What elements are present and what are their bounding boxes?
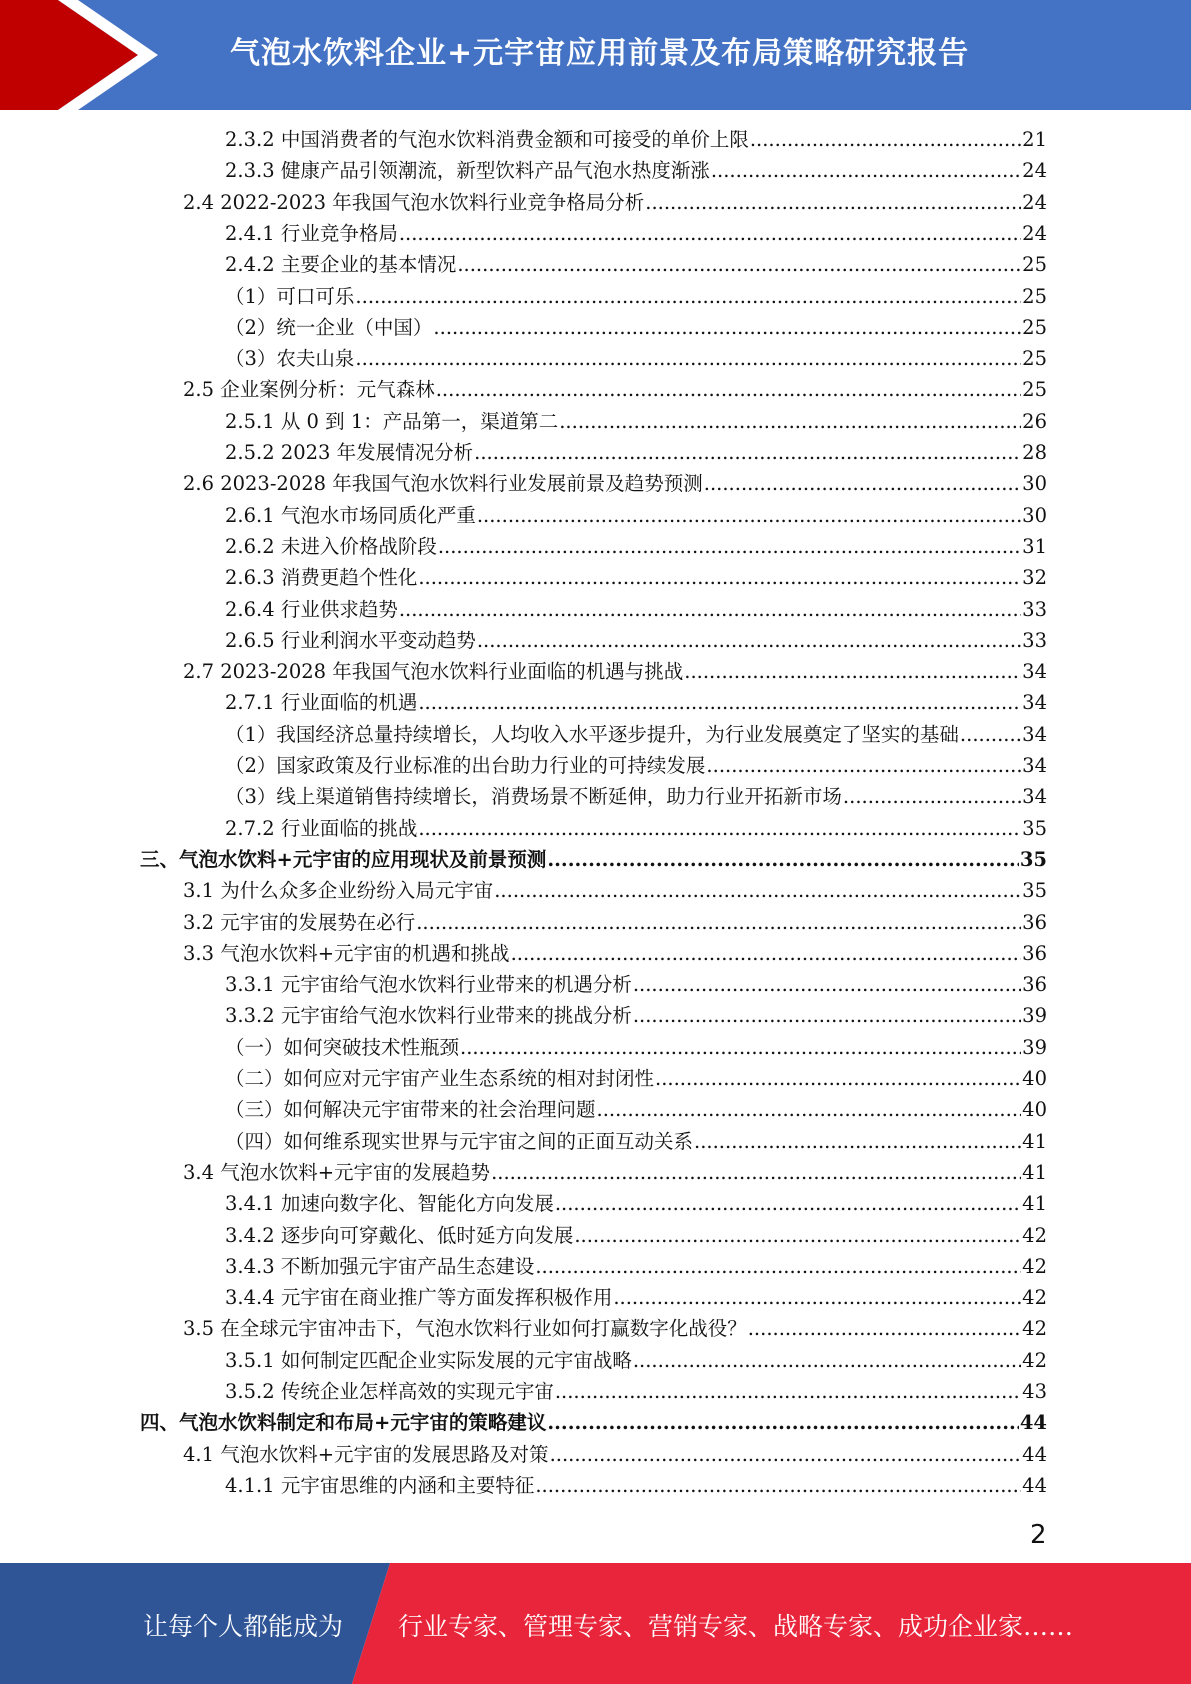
toc-leader-dots (494, 877, 1021, 905)
toc-entry-page: 35 (1019, 847, 1047, 871)
toc-leader-dots (418, 815, 1021, 843)
toc-entry-label: 3.2 元宇宙的发展势在必行 (183, 910, 416, 934)
toc-leader-dots (399, 596, 1021, 624)
toc-entry-page: 35 (1022, 816, 1047, 840)
toc-entry-label: （二）如何应对元宇宙产业生态系统的相对封闭性 (225, 1067, 655, 1090)
toc-entry-label: 3.4.3 不断加强元宇宙产品生态建设 (225, 1254, 535, 1278)
toc-entry-label: （3）线上渠道销售持续增长，消费场景不断延伸，助力行业开拓新市场 (225, 785, 842, 809)
toc-entry-page: 36 (1022, 910, 1047, 934)
toc-entry[interactable] (225, 220, 1047, 248)
toc-leader-dots (418, 689, 1021, 717)
toc-entry[interactable] (225, 721, 1047, 749)
toc-entry-page: 40 (1022, 1067, 1047, 1090)
toc-entry-page: 41 (1022, 1160, 1047, 1184)
toc-entry-label: 2.3.3 健康产品引领潮流，新型饮料产品气泡水热度渐涨 (225, 159, 710, 183)
toc-entry[interactable] (225, 1190, 1047, 1218)
toc-leader-dots (555, 1190, 1021, 1218)
toc-entry-page: 40 (1022, 1098, 1047, 1122)
toc-entry[interactable] (225, 783, 1047, 811)
toc-entry-label: 3.5.2 传统企业怎样高效的实现元宇宙 (225, 1380, 554, 1403)
toc-entry-page: 41 (1022, 1129, 1047, 1153)
toc-entry-label: 2.6.2 未进入价格战阶段 (225, 534, 437, 558)
toc-entry-page: 44 (1019, 1411, 1047, 1435)
toc-entry-label: 四、气泡水饮料制定和布局+元宇宙的策略建议 (140, 1411, 547, 1435)
toc-entry-label: 2.5 企业案例分析：元气森林 (183, 378, 435, 402)
toc-entry[interactable] (183, 376, 1047, 404)
toc-entry-label: 2.6.4 行业供求趋势 (225, 597, 398, 621)
toc-leader-dots (748, 1315, 1021, 1343)
toc-entry[interactable] (225, 564, 1047, 592)
toc-entry[interactable] (225, 439, 1047, 467)
toc-entry-label: 2.6 2023-2028 年我国气泡水饮料行业发展前景及趋势预测 (183, 472, 703, 496)
toc-entry-label: 3.4.1 加速向数字化、智能化方向发展 (225, 1192, 554, 1216)
toc-entry-label: 2.3.2 中国消费者的气泡水饮料消费金额和可接受的单价上限 (225, 128, 749, 151)
toc-entry-page: 34 (1022, 785, 1047, 809)
toc-entry[interactable] (225, 1002, 1047, 1030)
toc-leader-dots (511, 940, 1022, 968)
toc-entry-page: 25 (1022, 284, 1047, 308)
toc-entry-label: 3.4.4 元宇宙在商业推广等方面发挥积极作用 (225, 1286, 613, 1310)
toc-entry-label: （2）国家政策及行业标准的出台助力行业的可持续发展 (225, 754, 706, 777)
toc-entry[interactable] (225, 314, 1047, 342)
toc-entry-label: （1）可口可乐 (225, 284, 355, 308)
toc-entry-page: 28 (1022, 441, 1047, 464)
toc-entry-label: （一）如何突破技术性瓶颈 (225, 1035, 460, 1059)
toc-entry-label: （三）如何解决元宇宙带来的社会治理问题 (225, 1098, 596, 1122)
toc-leader-dots (655, 1065, 1021, 1093)
toc-entry-page: 34 (1022, 691, 1047, 715)
toc-entry[interactable] (225, 126, 1047, 154)
toc-entry-page: 36 (1022, 973, 1047, 997)
toc-entry-page: 21 (1022, 128, 1047, 151)
toc-leader-dots (399, 220, 1021, 248)
toc-entry[interactable] (183, 470, 1047, 498)
toc-entry[interactable] (225, 596, 1047, 624)
toc-leader-dots (843, 783, 1021, 811)
toc-entry[interactable] (183, 189, 1047, 217)
toc-entry-page: 25 (1022, 315, 1047, 339)
toc-entry-page: 39 (1022, 1004, 1047, 1028)
footer-slogan-right: 行业专家、管理专家、营销专家、战略专家、成功企业家…… (398, 1612, 1074, 1641)
toc-entry-page: 24 (1022, 190, 1047, 214)
toc-entry-page: 30 (1022, 503, 1047, 527)
toc-leader-dots (550, 1441, 1022, 1469)
toc-leader-dots (355, 283, 1021, 311)
toc-entry-page: 34 (1022, 660, 1047, 684)
toc-entry[interactable] (225, 251, 1047, 279)
toc-entry-label: 2.6.3 消费更趋个性化 (225, 566, 418, 590)
header-arrow-graphic (0, 0, 160, 110)
toc-leader-dots (633, 1347, 1021, 1375)
toc-leader-dots (457, 251, 1021, 279)
toc-entry-page: 24 (1022, 159, 1047, 183)
toc-entry-label: 2.5.2 2023 年发展情况分析 (225, 441, 474, 464)
toc-entry-page: 26 (1022, 409, 1047, 433)
toc-entry[interactable] (183, 909, 1047, 937)
toc-leader-dots (597, 1096, 1022, 1124)
toc-entry-page: 33 (1022, 628, 1047, 652)
toc-entry-page: 25 (1022, 253, 1047, 277)
toc-entry-label: 2.4.1 行业竞争格局 (225, 221, 398, 245)
toc-entry[interactable] (183, 940, 1047, 968)
toc-leader-dots (547, 846, 1019, 874)
toc-entry[interactable] (225, 1284, 1047, 1312)
toc-leader-dots (460, 1034, 1021, 1062)
toc-entry[interactable] (225, 1034, 1047, 1062)
toc-entry[interactable] (225, 689, 1047, 717)
toc-entry-label: 3.3 气泡水饮料+元宇宙的机遇和挑战 (183, 941, 510, 965)
toc-entry[interactable] (225, 752, 1047, 780)
toc-entry[interactable] (183, 1315, 1047, 1343)
toc-entry-label: 2.6.1 气泡水市场同质化严重 (225, 503, 476, 527)
toc-entry-label: 4.1 气泡水饮料+元宇宙的发展思路及对策 (183, 1442, 549, 1466)
toc-leader-dots (436, 376, 1021, 404)
toc-entry-page: 44 (1022, 1442, 1047, 1466)
toc-leader-dots (491, 1159, 1021, 1187)
toc-leader-dots (706, 752, 1021, 780)
toc-entry-label: 3.4 气泡水饮料+元宇宙的发展趋势 (183, 1160, 491, 1184)
toc-entry-page: 33 (1022, 597, 1047, 621)
toc-entry-page: 24 (1022, 221, 1047, 245)
toc-entry-label: （四）如何维系现实世界与元宇宙之间的正面互动关系 (225, 1129, 694, 1153)
toc-entry-page: 34 (1022, 722, 1047, 746)
toc-entry-label: 3.5 在全球元宇宙冲击下，气泡水饮料行业如何打赢数字化战役？ (183, 1317, 747, 1341)
toc-entry-label: （1）我国经济总量持续增长，人均收入水平逐步提升，为行业发展奠定了坚实的基础 (225, 722, 959, 746)
toc-leader-dots (474, 439, 1021, 467)
toc-leader-dots (559, 408, 1021, 436)
toc-entry-label: 3.4.2 逐步向可穿戴化、低时延方向发展 (225, 1223, 574, 1247)
toc-entry-page: 42 (1022, 1254, 1047, 1278)
toc-leader-dots (535, 1253, 1021, 1281)
toc-entry[interactable] (140, 1409, 1047, 1437)
toc-entry[interactable] (225, 1096, 1047, 1124)
toc-entry-page: 42 (1022, 1348, 1047, 1372)
toc-entry-label: 2.6.5 行业利润水平变动趋势 (225, 628, 476, 652)
toc-leader-dots (438, 533, 1021, 561)
toc-entry-page: 30 (1022, 472, 1047, 496)
toc-entry-label: 3.3.1 元宇宙给气泡水饮料行业带来的机遇分析 (225, 973, 632, 997)
toc-leader-dots (574, 1222, 1021, 1250)
toc-entry[interactable] (183, 658, 1047, 686)
toc-entry[interactable] (225, 408, 1047, 436)
page-number: 2 (1030, 1520, 1047, 1550)
toc-entry-label: 2.7 2023-2028 年我国气泡水饮料行业面临的机遇与挑战 (183, 660, 684, 684)
toc-leader-dots (418, 564, 1021, 592)
toc-entry-page: 39 (1022, 1035, 1047, 1059)
toc-leader-dots (750, 126, 1021, 154)
toc-entry-page: 31 (1022, 534, 1047, 558)
toc-entry[interactable] (225, 1472, 1047, 1500)
toc-leader-dots (684, 658, 1021, 686)
toc-entry-page: 25 (1022, 378, 1047, 402)
toc-leader-dots (694, 1128, 1021, 1156)
toc-entry-page: 25 (1022, 347, 1047, 371)
toc-entry-label: 3.5.1 如何制定匹配企业实际发展的元宇宙战略 (225, 1348, 632, 1372)
footer-slogan-left: 让每个人都能成为 (143, 1612, 344, 1641)
toc-entry[interactable] (225, 283, 1047, 311)
toc-entry[interactable] (183, 1159, 1047, 1187)
toc-leader-dots (433, 314, 1021, 342)
toc-leader-dots (645, 189, 1021, 217)
toc-leader-dots (477, 502, 1021, 530)
toc-entry-page: 34 (1022, 754, 1047, 777)
header-title: 气泡水饮料企业+元宇宙应用前景及布局策略研究报告 (230, 36, 970, 71)
toc-leader-dots (613, 1284, 1021, 1312)
toc-entry-label: 4.1.1 元宇宙思维的内涵和主要特征 (225, 1473, 535, 1497)
toc-entry[interactable] (225, 345, 1047, 373)
toc-entry[interactable] (140, 846, 1047, 874)
toc-entry[interactable] (225, 627, 1047, 655)
toc-leader-dots (704, 470, 1021, 498)
toc-entry[interactable] (225, 1128, 1047, 1156)
toc-entry-page: 42 (1022, 1223, 1047, 1247)
toc-entry[interactable] (225, 533, 1047, 561)
toc-entry-label: 2.4.2 主要企业的基本情况 (225, 253, 457, 277)
toc-entry-page: 41 (1022, 1192, 1047, 1216)
toc-entry-label: （3）农夫山泉 (225, 347, 355, 371)
toc-leader-dots (711, 157, 1021, 185)
toc-entry-page: 32 (1022, 566, 1047, 590)
toc-entry-label: 3.1 为什么众多企业纷纷入局元宇宙 (183, 879, 494, 903)
toc-entry[interactable] (225, 1065, 1047, 1093)
toc-entry[interactable] (225, 971, 1047, 999)
toc-leader-dots (633, 1002, 1021, 1030)
toc-entry-label: 2.7.2 行业面临的挑战 (225, 816, 418, 840)
toc-entry-label: 3.3.2 元宇宙给气泡水饮料行业带来的挑战分析 (225, 1004, 632, 1028)
toc-entry[interactable] (225, 1347, 1047, 1375)
toc-leader-dots (535, 1472, 1021, 1500)
toc-leader-dots (355, 345, 1021, 373)
toc-entry[interactable] (183, 1441, 1047, 1469)
toc-entry[interactable] (225, 1378, 1047, 1406)
toc-entry[interactable] (225, 1222, 1047, 1250)
toc-entry-page: 44 (1022, 1473, 1047, 1497)
toc-entry[interactable] (225, 815, 1047, 843)
toc-entry[interactable] (225, 502, 1047, 530)
toc-entry-page: 35 (1022, 879, 1047, 903)
toc-leader-dots (555, 1378, 1021, 1406)
toc-entry[interactable] (225, 1253, 1047, 1281)
toc-entry[interactable] (183, 877, 1047, 905)
toc-leader-dots (547, 1409, 1019, 1437)
toc-entry-label: 2.4 2022-2023 年我国气泡水饮料行业竞争格局分析 (183, 190, 645, 214)
toc-entry-label: 2.7.1 行业面临的机遇 (225, 691, 418, 715)
toc-entry-page: 42 (1022, 1317, 1047, 1341)
toc-entry-label: 2.5.1 从 0 到 1：产品第一，渠道第二 (225, 409, 559, 433)
page-header (0, 0, 1191, 110)
toc-entry-label: （2）统一企业（中国） (225, 315, 433, 339)
toc-entry-page: 36 (1022, 941, 1047, 965)
toc-entry-page: 42 (1022, 1286, 1047, 1310)
toc-leader-dots (477, 627, 1021, 655)
toc-leader-dots (416, 909, 1021, 937)
toc-entry[interactable] (225, 157, 1047, 185)
page-footer (0, 1563, 1191, 1684)
toc-leader-dots (960, 721, 1021, 749)
toc-leader-dots (633, 971, 1021, 999)
toc-entry-label: 三、气泡水饮料+元宇宙的应用现状及前景预测 (140, 847, 547, 871)
toc-entry-page: 43 (1022, 1380, 1047, 1403)
